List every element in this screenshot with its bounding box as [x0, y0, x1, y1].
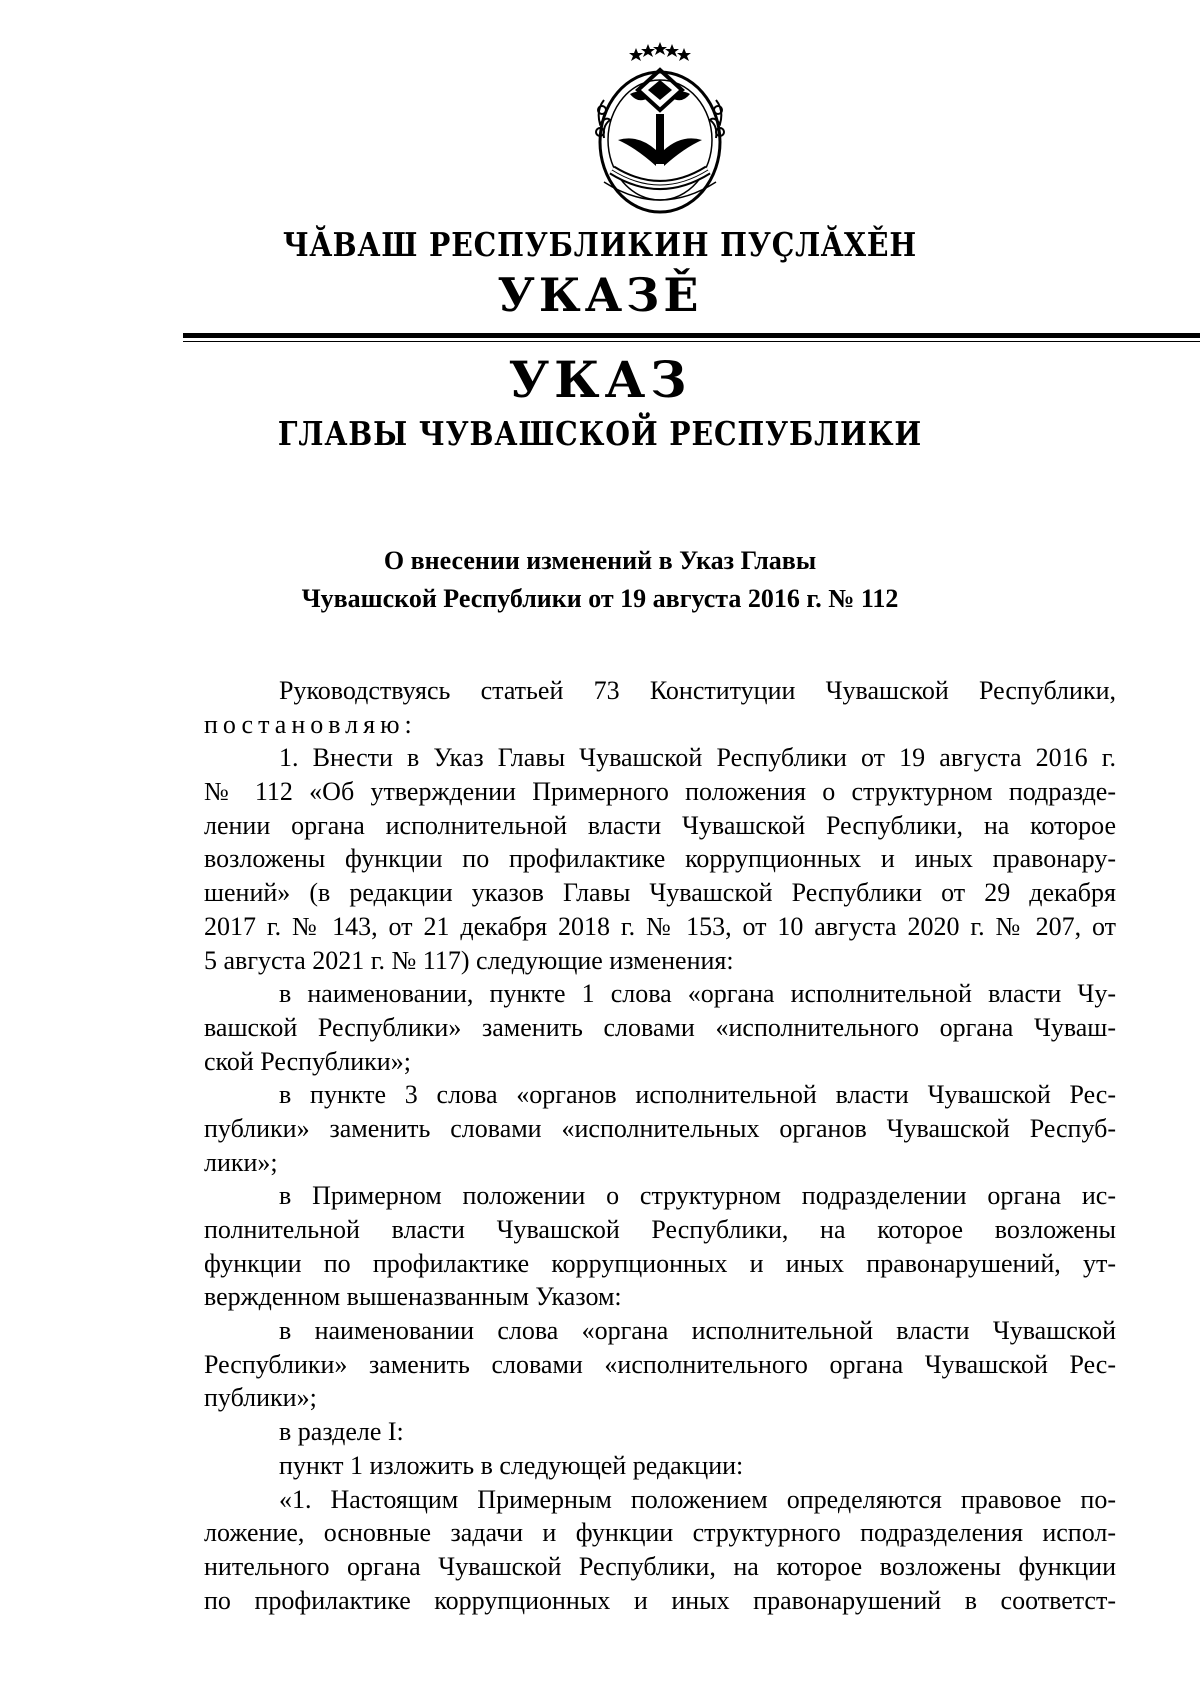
body-line: полнительной власти Чувашской Республики, на которое возложены — [204, 1215, 1116, 1244]
body-line: Руководствуясь статьей 73 Конституции Чувашской Республики, — [279, 676, 1116, 705]
body-line: функции по профилактике коррупционных и иных правонарушений, ут- — [204, 1248, 1116, 1278]
body-line: нительного органа Чувашской Республики, на которое возложены функции — [204, 1551, 1116, 1581]
body-line: 5 августа 2021 г. № 117) следующие изменения: — [204, 945, 734, 975]
body-line: в разделе I: — [279, 1417, 404, 1447]
body-line: лении органа исполнительной власти Чувашской Республики, на которое — [204, 810, 1116, 840]
body-line: публики»; — [204, 1383, 317, 1413]
body-line: в Примерном положении о структурном подразделении органа ис- — [279, 1181, 1116, 1211]
body-line: 1. Внести в Указ Главы Чувашской Республики от 19 августа 2016 г. — [279, 743, 1116, 773]
body-line: вашской Республики» заменить словами «исполнительного органа Чуваш- — [204, 1012, 1116, 1042]
body-line: шений» (в редакции указов Главы Чувашской Республики от 29 декабря — [204, 878, 1116, 908]
body-line: постановляю: — [204, 709, 417, 739]
decree-title-line-1: О внесении изменений в Указ Главы — [383, 546, 817, 575]
header-russian-org: ГЛАВЫ ЧУВАШСКОЙ РЕСПУБЛИКИ — [277, 414, 923, 453]
body-line: в наименовании слова «органа исполнительной власти Чувашской — [279, 1316, 1116, 1346]
body-line: 2017 г. № 143, от 21 декабря 2018 г. № 153, от 10 августа 2020 г. № 207, от — [204, 911, 1116, 941]
body-line: лики»; — [204, 1147, 278, 1177]
body-line: публики» заменить словами «исполнительных органов Чувашской Респуб- — [204, 1113, 1116, 1143]
coat-of-arms-icon — [590, 40, 730, 218]
header-chuvash-org: ЧĂВАШ РЕСПУБЛИКИН ПУҪЛĂХĚН — [282, 225, 918, 264]
body-line: в пункте 3 слова «органов исполнительной власти Чувашской Рес- — [279, 1080, 1116, 1110]
header-chuvash-doc-type: УКАЗĚ — [497, 268, 703, 322]
body-line: по профилактике коррупционных и иных правонарушений в соответст- — [204, 1585, 1116, 1615]
body-line: ской Республики»; — [204, 1046, 411, 1076]
body-line: Республики» заменить словами «исполнительного органа Чувашской Рес- — [204, 1349, 1116, 1379]
header-divider-thick — [183, 333, 1200, 338]
body-line: № 112 «Об утверждении Примерного положения о структурном подразде- — [204, 777, 1116, 807]
body-line: возложены функции по профилактике коррупционных и иных правонару- — [204, 844, 1116, 874]
decree-body — [204, 674, 1116, 1617]
body-line: «1. Настоящим Примерным положением определяются правовое по- — [279, 1484, 1116, 1514]
header-divider-thin — [183, 341, 1200, 342]
body-line: в наименовании, пункте 1 слова «органа исполнительной власти Чу- — [279, 979, 1116, 1009]
decree-title-line-2: Чувашской Республики от 19 августа 2016 г. № 112 — [301, 584, 899, 613]
body-line: пункт 1 изложить в следующей редакции: — [279, 1450, 744, 1480]
body-line: вержденном вышеназванным Указом: — [204, 1282, 622, 1312]
body-line: ложение, основные задачи и функции структурного подразделения испол- — [204, 1518, 1116, 1548]
header-russian-doc-type: УКАЗ — [508, 350, 692, 409]
